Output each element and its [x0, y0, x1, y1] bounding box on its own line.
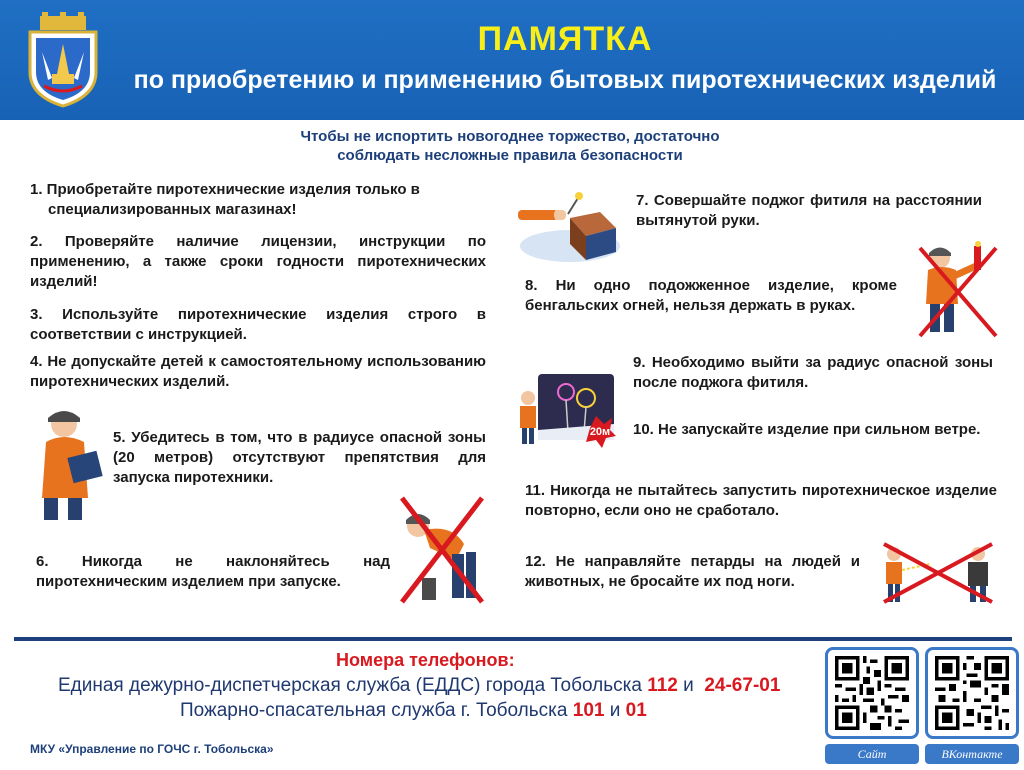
- petard-thrown-at-person-crossed-icon: [880, 540, 996, 606]
- danger-zone-badge: 20м: [589, 426, 611, 438]
- edds-label: Единая дежурно-диспетчерская служба (ЕДДС) города Тобольска: [58, 675, 642, 696]
- hand-lighting-firework-cube-icon: [518, 184, 622, 264]
- intro-line: соблюдать несложные правила безопасности: [337, 147, 683, 164]
- person-leaning-over-firework-crossed-icon: [396, 494, 488, 606]
- organization-name: МКУ «Управление по ГОЧС г. Тобольска»: [30, 742, 274, 756]
- rule-4: 4. Не допускайте детей к самостоятельному использованию пиротехнических изделий.: [30, 353, 486, 390]
- rule-8: 8. Ни одно подожженное изделие, кроме бенгальских огней, нельзя держать в руках.: [525, 277, 897, 314]
- edds-number-1: 112: [647, 675, 678, 696]
- rule-11: 11. Никогда не пытайтесь запустить пиротехническое изделие повторно, если оно не сработало.: [525, 482, 997, 519]
- footer-divider: [14, 637, 1012, 641]
- person-holding-firework-box-icon: [28, 402, 108, 524]
- rule-3: 3. Используйте пиротехнические изделия строго в соответствии с инструкцией.: [30, 306, 486, 343]
- rule-7: 7. Совершайте поджог фитиля на расстоянии вытянутой руки.: [636, 192, 982, 229]
- fire-number-1: 101: [572, 700, 605, 721]
- qr-code-icon: [934, 656, 1010, 730]
- edds-phone-line: [58, 675, 780, 697]
- rule-6: 6. Никогда не наклоняйтесь над пиротехническим изделием при запуске.: [36, 553, 390, 590]
- rule-1-line-1: 1. Приобретайте пиротехнические изделия только в: [30, 181, 420, 198]
- page-subtitle: по приобретению и применению бытовых пиротехнических изделий: [133, 66, 997, 94]
- rule-12: 12. Не направляйте петарды на людей и животных, не бросайте их под ноги.: [525, 553, 860, 590]
- vk-qr-code[interactable]: [925, 647, 1019, 739]
- fire-and: и: [609, 700, 621, 721]
- rule-1: [30, 180, 490, 220]
- qr-code-icon: [834, 656, 910, 730]
- site-link-button[interactable]: Сайт: [825, 744, 919, 764]
- edds-and: и: [683, 675, 694, 696]
- rule-10: 10. Не запускайте изделие при сильном ветре.: [633, 421, 981, 438]
- intro-text: [230, 127, 790, 165]
- city-coat-of-arms-icon: [22, 12, 104, 108]
- fire-label: Пожарно-спасательная служба г. Тобольска: [180, 700, 568, 721]
- rule-9: 9. Необходимо выйти за радиус опасной зоны после поджога фитиля.: [633, 354, 993, 391]
- rule-2: 2. Проверяйте наличие лицензии, инструкции по применению, а также сроки годности пиротехнических изделий!: [30, 233, 486, 290]
- fire-phone-line: [180, 700, 647, 722]
- edds-number-2: 24-67-01: [704, 675, 781, 696]
- rule-1-line-2: специализированных магазинах!: [48, 201, 297, 218]
- danger-zone-night-fireworks-icon: [518, 372, 616, 448]
- rule-5: 5. Убедитесь в том, что в радиусе опасной зоны (20 метров) отсутствуют препятствия для запуска пиротехники.: [113, 429, 486, 486]
- header-banner: [0, 0, 1024, 120]
- person-holding-lit-firework-crossed-icon: [916, 240, 1002, 340]
- page-title: ПАМЯТКА: [477, 20, 653, 58]
- vk-link-button[interactable]: ВКонтакте: [925, 744, 1019, 764]
- phones-title: Номера телефонов:: [336, 650, 515, 670]
- fire-number-2: 01: [625, 700, 647, 721]
- site-qr-code[interactable]: [825, 647, 919, 739]
- intro-line: Чтобы не испортить новогоднее торжество, достаточно: [300, 128, 720, 145]
